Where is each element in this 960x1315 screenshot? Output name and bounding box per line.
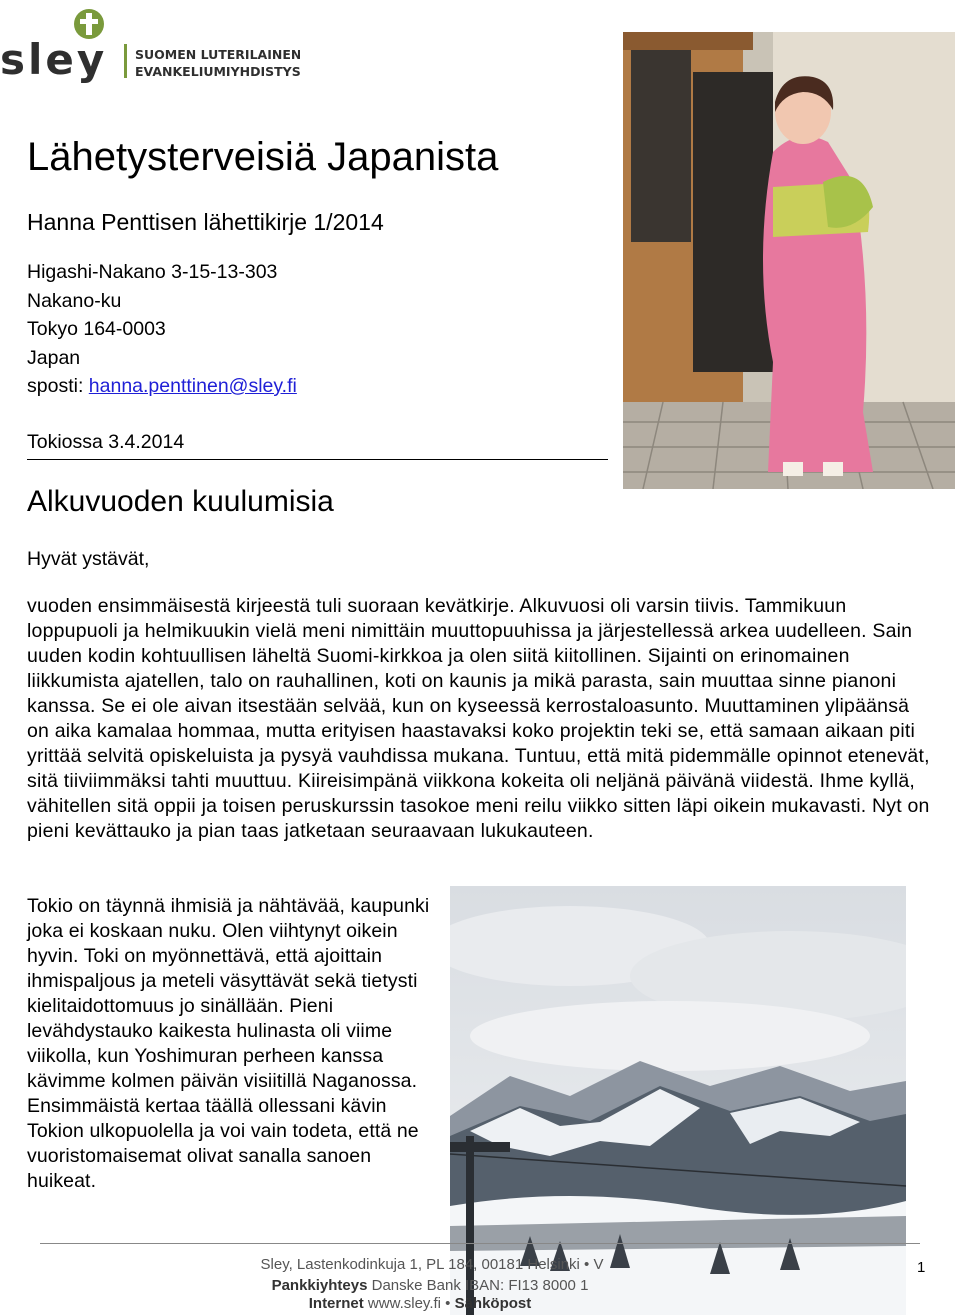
address-line: Japan [27,346,81,369]
page-number: 1 [917,1259,926,1276]
divider [27,459,608,460]
logo-line2: EVANKELIUMIYHDISTYS [135,64,300,79]
sley-logo-graphic [0,4,300,84]
sley-logo [0,4,300,84]
address-line: Nakano-ku [27,289,122,312]
footer-address: Sley, Lastenkodinkuja 1, PL 184, 00181 Helsinki • V [260,1256,604,1273]
letter-date: Tokiossa 3.4.2014 [27,431,185,453]
mountain-photo [450,886,906,1315]
section-heading: Alkuvuoden kuulumisia [27,485,334,518]
email-prefix: sposti: [27,375,89,397]
footer-bank [0,1276,910,1295]
letter-subtitle: Hanna Penttisen lähettikirje 1/2014 [27,209,384,235]
footer-bank-label: Pankkiyhteys [271,1277,368,1294]
greeting: Hyvät ystävät, [27,548,150,570]
address-block [27,258,297,401]
email-link[interactable]: hanna.penttinen@sley.fi [88,375,297,397]
logo-line1: SUOMEN LUTERILAINEN [135,47,300,62]
footer-internet-label: Internet [308,1295,364,1312]
footer-email-label: Sähköpost [454,1295,532,1312]
page-title: Lähetysterveisiä Japanista [27,135,499,179]
footer-contact [0,1294,900,1313]
email-line [27,372,297,401]
kimono-photo [623,32,955,489]
address-line: Higashi-Nakano 3-15-13-303 [27,261,278,283]
paragraph-main: vuoden ensimmäisestä kirjeestä tuli suoraan kevätkirje. Alkuvuosi oli varsin tiivis. Tammikuun loppupuoli ja helmikuukin vielä meni nimittäin muuttopuuhissa ja järjestellessä arkea uudelleen. Sain uuden kodin kohtuullisen läheltä Suomi-kirkkoa ja olen siitä kiitollinen. Sijainti on erinomainen liikkumista ajatellen, talo on rauhallinen, koti on kaunis ja mikä parasta, sain muuttaa sinne pianoni kanssa. Se ei ole aivan itsestään selvää, kun on kyseessä kerrostaloasunto. Muuttaminen ylipäänsä on aika kamalaa hommaa, mutta erityisen haastavaksi koko projektin teki se, että samaan aikaan piti yrittää selvitä opiskeluista ja pysyä vauhdissa mukana. Tuntuu, että mitä pidemmälle opinnot etenevät, sitä tiiviimmäksi tahti muuttuu. Kiireisimpänä viikkona kokeita oli neljänä päivänä viidestä. Ihme kyllä, vähitellen sitä oppii ja toisen peruskurssin tasokoe meni reilu viikko sitten läpi oikein mukavasti. Nyt on pieni kevättauko ja pian taas jatketaan seuraavaan lukukauteen. [27,595,930,842]
footer-web-text: www.sley.fi • [363,1295,455,1312]
address-line: Tokyo 164-0003 [27,318,166,340]
logo-wordmark: sley [0,35,108,84]
paragraph-tokyo: Tokio on täynnä ihmisiä ja nähtävää, kaupunki joka ei koskaan nuku. Olen viihtynyt oikein hyvin. Toki on myönnettävä, että ajoittain ihmispaljous ja meteli väsyttävät sekä tietysti kielitaidottomuus jo sinällään. Pieni levähdystauko kaikesta hulinasta oli viime viikolla, kun Yoshimuran perheen kanssa kävimme kolmen päivän visiitillä Naganossa. Ensimmäistä kertaa täällä ollessani kävin Tokion ulkopuolella ja voi vain todeta, että ne vuoristomaisemat olivat sanalla sanoen huikeat. [27,895,430,1192]
footer-divider [40,1243,920,1244]
footer-bank-text: Danske Bank IBAN: FI13 8000 1 [367,1277,589,1294]
